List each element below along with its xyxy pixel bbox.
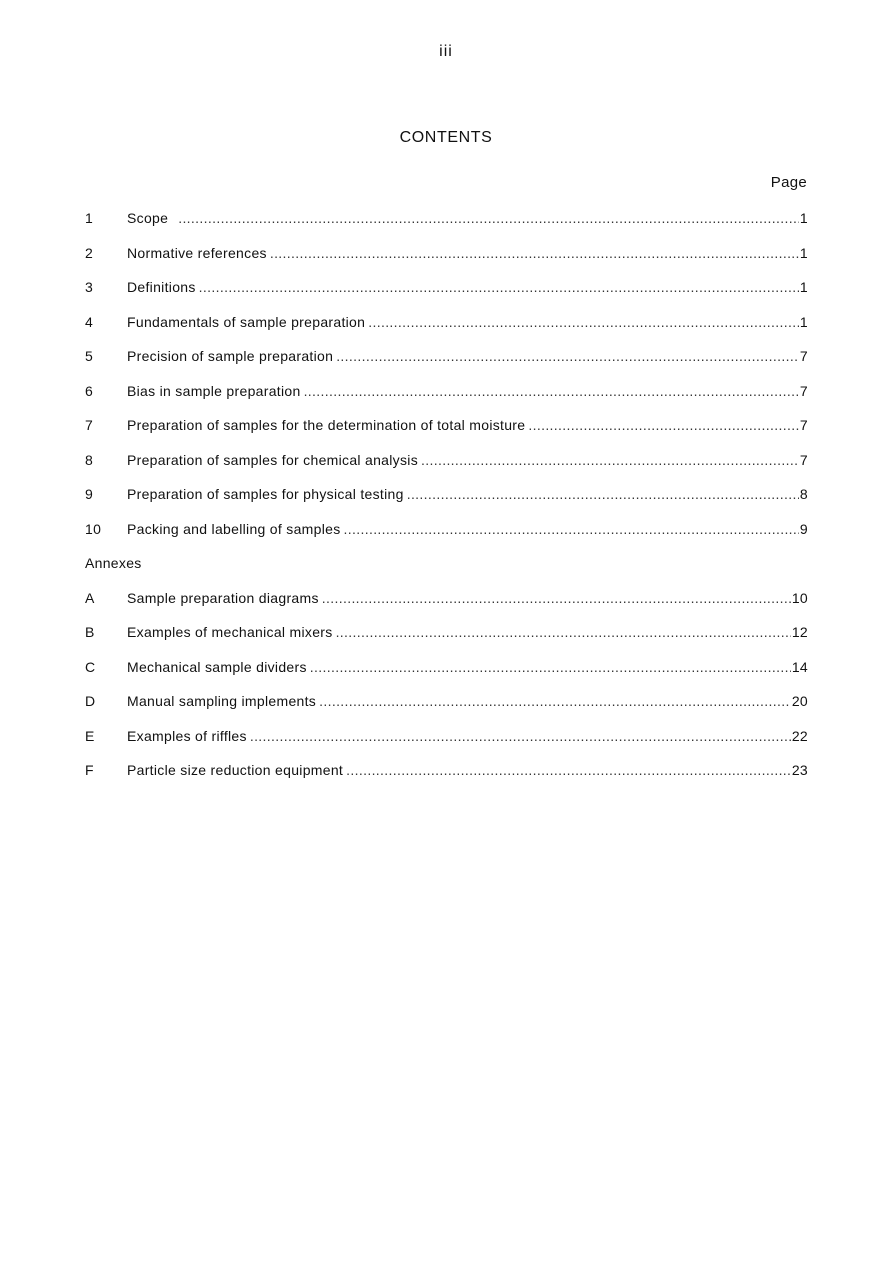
toc-entry-page: 22	[791, 727, 808, 744]
dot-leader	[336, 346, 799, 366]
toc-entry-10[interactable]	[85, 519, 808, 554]
toc-entry-title: Preparation of samples for chemical analysis	[127, 451, 418, 468]
toc-entry-number: 8	[85, 451, 94, 468]
toc-entry-4[interactable]	[85, 312, 808, 347]
annexes-heading: Annexes	[85, 555, 142, 571]
toc-entry-page: 1	[799, 210, 808, 226]
toc-entry-number: 1	[85, 210, 94, 226]
toc-entry-number: E	[85, 727, 95, 744]
toc-entry-title: Examples of mechanical mixers	[127, 624, 333, 640]
toc-entry-number: D	[85, 693, 96, 709]
toc-entry-number: 5	[85, 348, 94, 364]
dot-leader	[270, 243, 799, 263]
toc-entry-title: Normative references	[127, 244, 267, 261]
dot-leader	[368, 312, 799, 332]
toc-entry-page: 20	[791, 693, 808, 709]
toc-entry-page: 10	[791, 589, 808, 606]
toc-entry-title: Mechanical sample dividers	[127, 658, 307, 675]
toc-entry-title: Bias in sample preparation	[127, 382, 301, 399]
toc-entry-page: 1	[799, 244, 808, 261]
toc-entry-page: 23	[791, 762, 808, 778]
toc-annex-c[interactable]	[85, 657, 808, 692]
toc-entry-7[interactable]	[85, 415, 808, 450]
toc-entry-title: Sample preparation diagrams	[127, 589, 319, 606]
dot-leader	[336, 622, 791, 642]
dot-leader	[346, 760, 791, 780]
toc-entry-number: 3	[85, 279, 94, 295]
toc-entry-title: Packing and labelling of samples	[127, 520, 341, 537]
table-of-contents	[85, 208, 808, 795]
dot-leader	[178, 208, 799, 228]
toc-entry-8[interactable]	[85, 450, 808, 485]
dot-leader	[310, 657, 791, 677]
toc-entry-1[interactable]	[85, 208, 808, 243]
contents-title: CONTENTS	[399, 129, 493, 146]
toc-annex-d[interactable]	[85, 691, 808, 726]
toc-entry-title: Preparation of samples for the determination of total moisture	[127, 417, 526, 433]
toc-entry-3[interactable]	[85, 277, 808, 312]
toc-entry-number: 4	[85, 313, 94, 330]
dot-leader	[199, 277, 799, 297]
toc-entry-number: 10	[85, 520, 102, 537]
dot-leader	[421, 450, 799, 470]
toc-entry-title: Manual sampling implements	[127, 693, 317, 709]
toc-entry-number: 9	[85, 486, 94, 502]
toc-entry-number: A	[85, 589, 95, 606]
toc-entry-page: 1	[799, 313, 808, 330]
toc-entry-title: Scope	[127, 210, 169, 226]
toc-entry-page: 7	[799, 382, 808, 399]
toc-annex-b[interactable]	[85, 622, 808, 657]
toc-entry-title: Precision of sample preparation	[127, 348, 334, 364]
toc-entry-number: 7	[85, 417, 94, 433]
toc-entry-9[interactable]	[85, 484, 808, 519]
toc-entry-page: 12	[791, 624, 808, 640]
toc-entry-number: B	[85, 624, 95, 640]
dot-leader	[344, 519, 799, 539]
toc-entry-page: 14	[791, 658, 808, 675]
toc-entry-page: 7	[799, 417, 808, 433]
toc-annex-a[interactable]	[85, 588, 808, 623]
toc-annex-e[interactable]	[85, 726, 808, 761]
toc-entry-number: 6	[85, 382, 94, 399]
toc-entry-title: Definitions	[127, 279, 196, 295]
toc-entry-page: 1	[799, 279, 808, 295]
toc-entry-page: 8	[799, 486, 808, 502]
toc-entry-page: 7	[799, 348, 808, 364]
toc-entry-page: 9	[799, 520, 808, 537]
toc-annex-f[interactable]	[85, 760, 808, 795]
toc-entry-page: 7	[799, 451, 808, 468]
page-number: iii	[439, 43, 453, 60]
dot-leader	[528, 415, 799, 435]
toc-entry-number: C	[85, 658, 96, 675]
toc-entry-title: Fundamentals of sample preparation	[127, 313, 366, 330]
page-column-label: Page	[770, 174, 807, 191]
toc-entry-title: Particle size reduction equipment	[127, 762, 344, 778]
toc-entry-2[interactable]	[85, 243, 808, 278]
dot-leader	[407, 484, 799, 504]
dot-leader	[322, 588, 791, 608]
toc-entry-number: 2	[85, 244, 94, 261]
toc-entry-number: F	[85, 762, 94, 778]
toc-entry-title: Preparation of samples for physical testing	[127, 486, 404, 502]
dot-leader	[250, 726, 791, 746]
toc-entry-6[interactable]	[85, 381, 808, 416]
dot-leader	[319, 691, 791, 711]
toc-entry-title: Examples of riffles	[127, 727, 247, 744]
toc-entry-5[interactable]	[85, 346, 808, 381]
dot-leader	[304, 381, 799, 401]
